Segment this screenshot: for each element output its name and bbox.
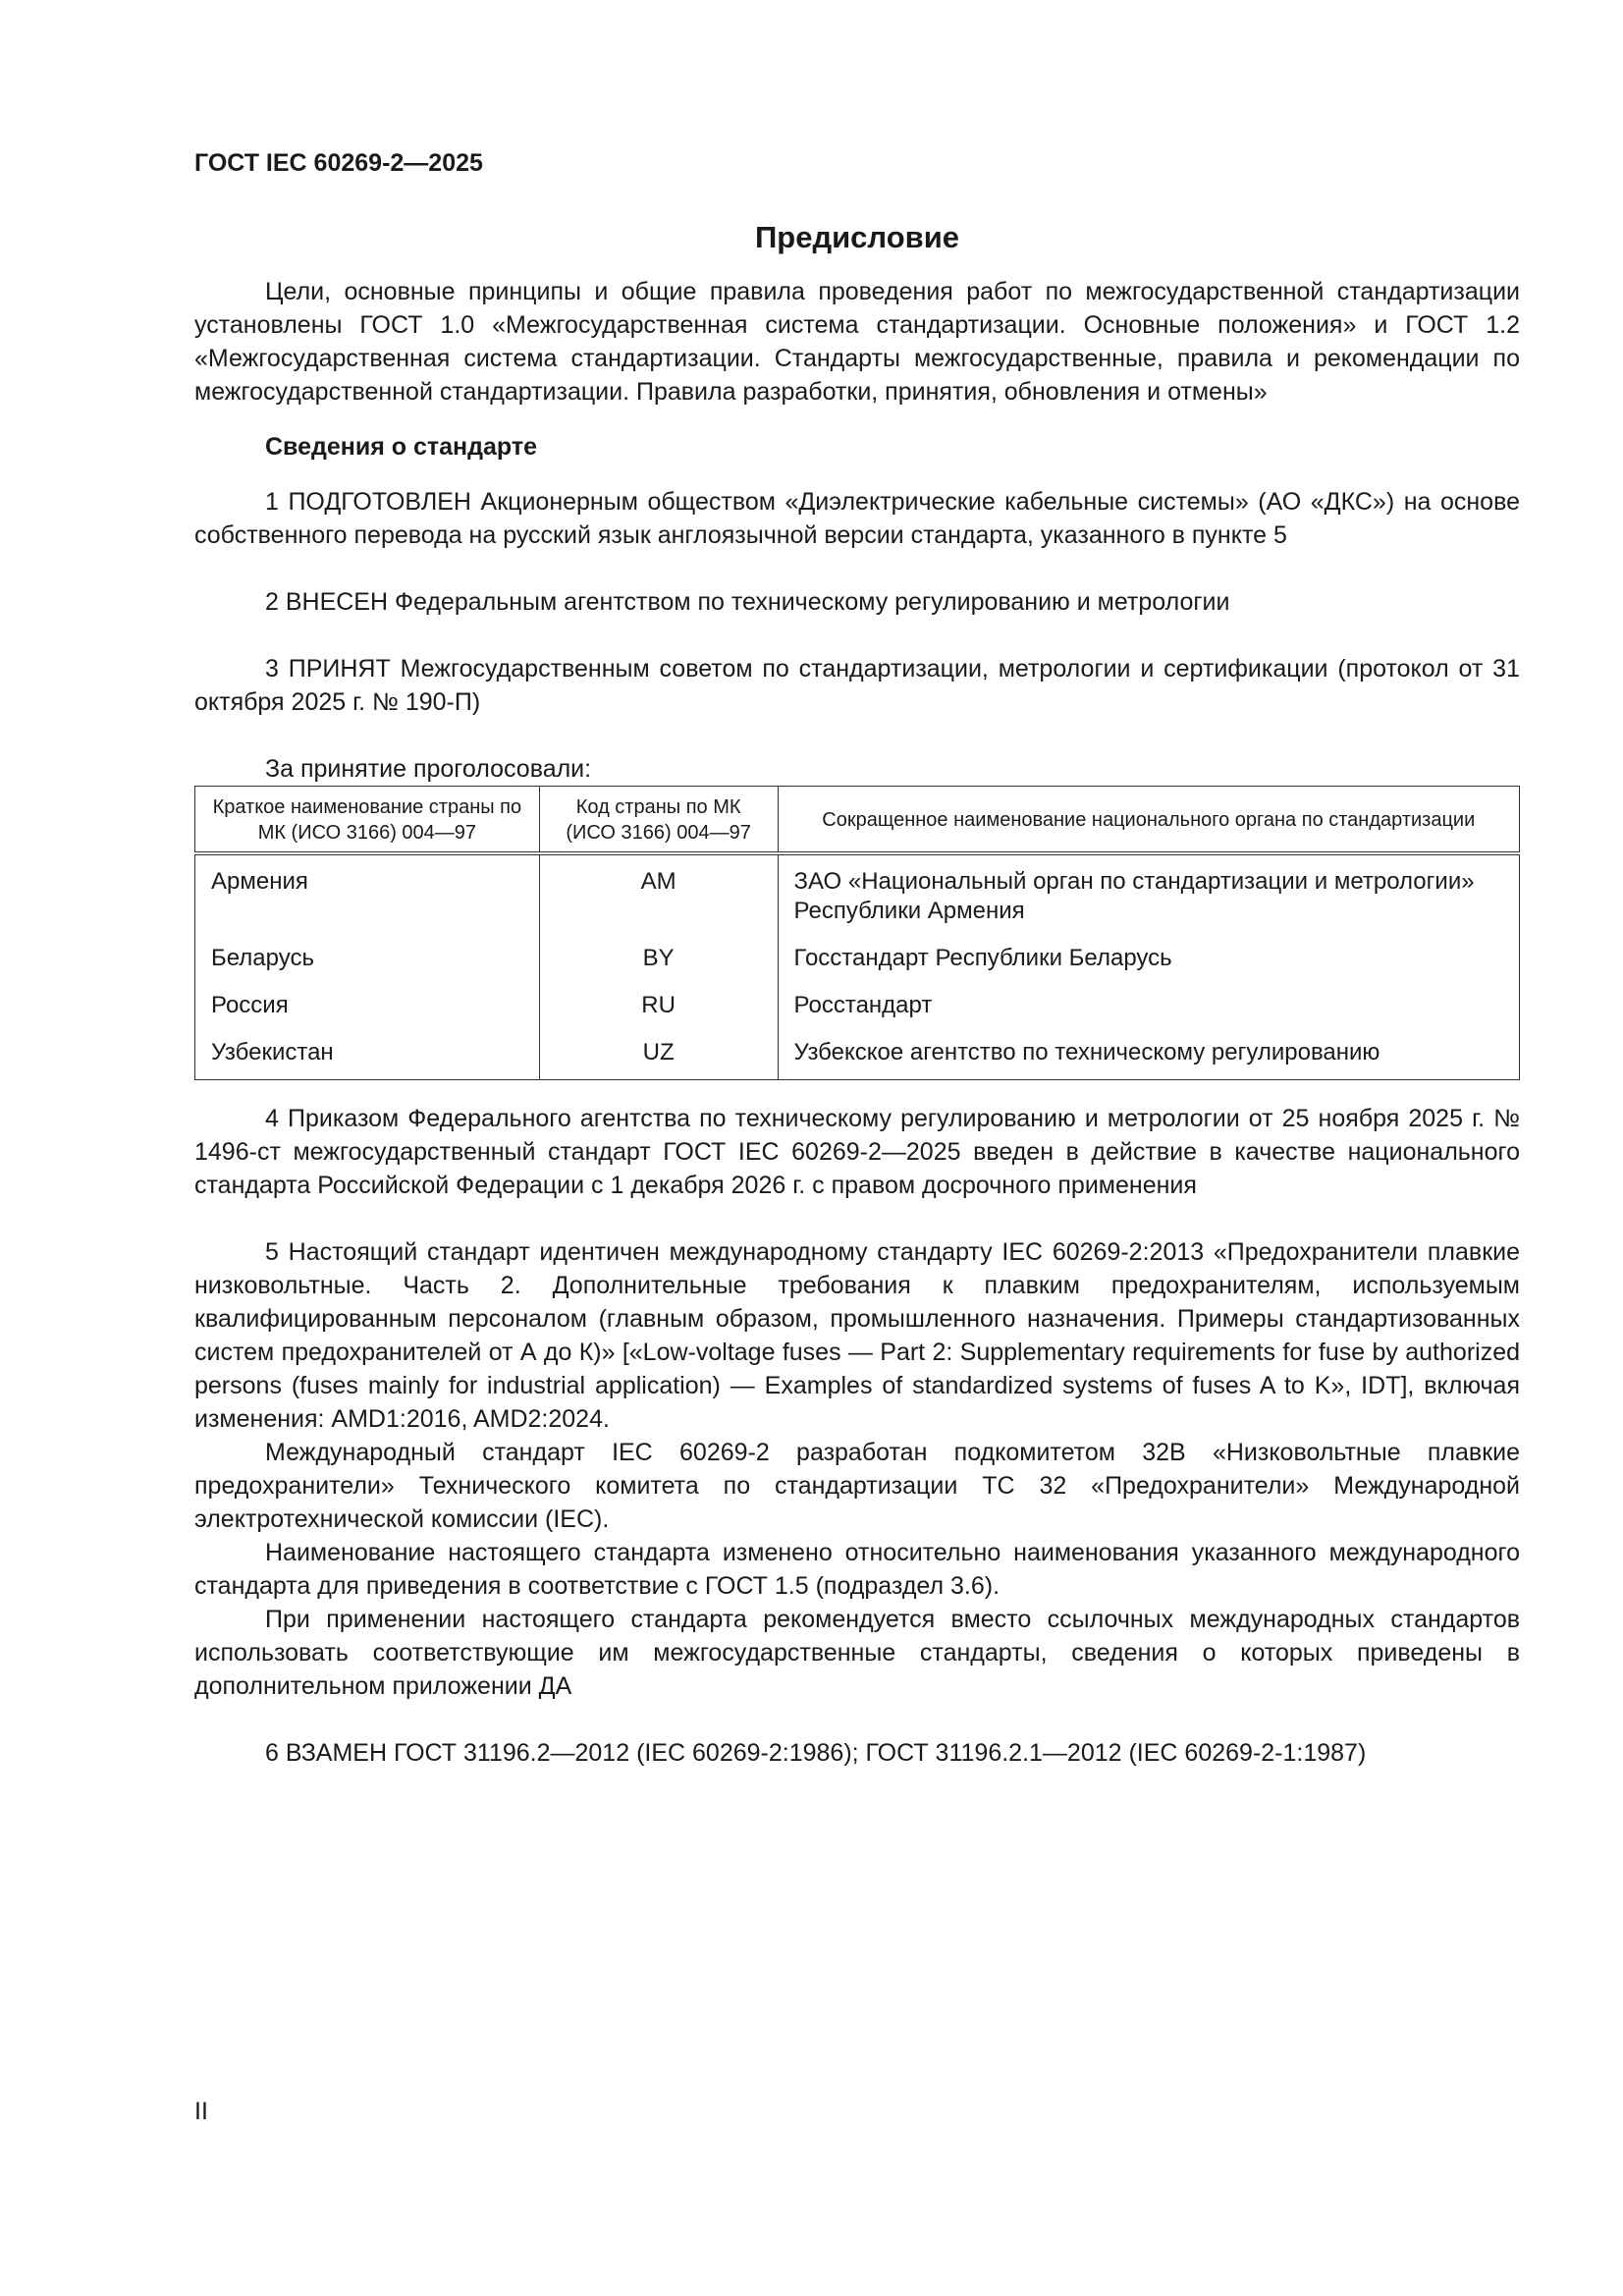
item-5-references-paragraph: При применении настоящего стандарта рекомендуется вместо ссылочных международных стандартов использовать соответствующие им межгосударственные стандарты, сведения о которых приведены в дополнительном приложении ДА [194,1606,1520,1700]
country-code-cell: UZ [539,1030,778,1080]
table-row [195,853,1520,936]
country-code-cell: AM [539,853,778,936]
item-1-paragraph: 1 ПОДГОТОВЛЕН Акционерным обществом «Диэлектрические кабельные системы» (АО «ДКС») на основе собственного перевода на русский язык англоязычной версии стандарта, указанного в пункте 5 [194,488,1520,549]
national-body-cell: Узбекское агентство по техническому регулированию [778,1030,1519,1080]
page-number: II [194,2098,208,2125]
country-cell: Узбекистан [195,1030,540,1080]
table-row [195,936,1520,983]
national-body-cell: Росстандарт [778,983,1519,1030]
item-5-name-change-paragraph: Наименование настоящего стандарта изменено относительно наименования указанного международного стандарта для приведения в соответствие с ГОСТ 1.5 (подраздел 3.6). [194,1539,1520,1600]
item-3-paragraph: 3 ПРИНЯТ Межгосударственным советом по стандартизации, метрологии и сертификации (протокол от 31 октября 2025 г. № 190-П) [194,655,1520,716]
item-4-paragraph: 4 Приказом Федерального агентства по техническому регулированию и метрологии от 25 ноября 2025 г. № 1496-ст межгосударственный стандарт ГОСТ IEC 60269-2—2025 введен в действие в качестве национального стандарта Российской Федерации с 1 декабря 2026 г. с правом досрочного применения [194,1105,1520,1199]
item-5-paragraph: 5 Настоящий стандарт идентичен международному стандарту IEC 60269-2:2013 «Предохранители плавкие низковольтные. Часть 2. Дополнительные требования к плавким предохранителям, используемым квалифицированным персоналом (главным образом, промышленного назначения. Примеры стандартизованных систем предохранителей от А до К)» [«Low-voltage fuses — Part 2: Supplementary requirements for fuse by authorized persons (fuses mainly for industrial application) — Examples of standardized systems of fuses A to K», IDT], включая изменения: AMD1:2016, AMD2:2024. [194,1238,1520,1433]
standard-code-header: ГОСТ IEC 60269-2—2025 [194,149,483,177]
header-national-body: Сокращенное наименование национального органа по стандартизации [778,787,1519,854]
item-5-development-paragraph: Международный стандарт IEC 60269-2 разработан подкомитетом 32В «Низковольтные плавкие предохранители» Технического комитета по стандартизации ТС 32 «Предохранители» Международной электротехнической комиссии (IEC). [194,1439,1520,1533]
country-code-cell: RU [539,983,778,1030]
table-header-row [195,787,1520,854]
table-row [195,983,1520,1030]
foreword-content [194,220,1520,1770]
item-6-paragraph: 6 ВЗАМЕН ГОСТ 31196.2—2012 (IEC 60269-2:1986); ГОСТ 31196.2.1—2012 (IEC 60269-2-1:1987) [265,1739,1367,1767]
info-heading: Сведения о стандарте [265,433,538,461]
country-cell: Россия [195,983,540,1030]
country-cell: Беларусь [195,936,540,983]
header-country-name: Краткое наименование страны по МК (ИСО 3166) 004—97 [195,787,540,854]
item-2-paragraph: 2 ВНЕСЕН Федеральным агентством по техническому регулированию и метрологии [265,588,1230,616]
voting-table [194,786,1520,1080]
country-code-cell: BY [539,936,778,983]
country-cell: Армения [195,853,540,936]
header-country-code: Код страны по МК (ИСО 3166) 004—97 [539,787,778,854]
intro-paragraph: Цели, основные принципы и общие правила проведения работ по межгосударственной стандартизации установлены ГОСТ 1.0 «Межгосударственная система стандартизации. Основные положения» и ГОСТ 1.2 «Межгосударственная система стандартизации. Стандарты межгосударственные, правила и рекомендации по межгосударственной стандартизации. Правила разработки, принятия, обновления и отмены» [194,278,1520,406]
table-row [195,1030,1520,1080]
voted-label: За принятие проголосовали: [265,755,592,783]
national-body-cell: Госстандарт Республики Беларусь [778,936,1519,983]
national-body-cell: ЗАО «Национальный орган по стандартизации и метрологии» Республики Армения [778,853,1519,936]
page-title: Предисловие [754,220,959,254]
